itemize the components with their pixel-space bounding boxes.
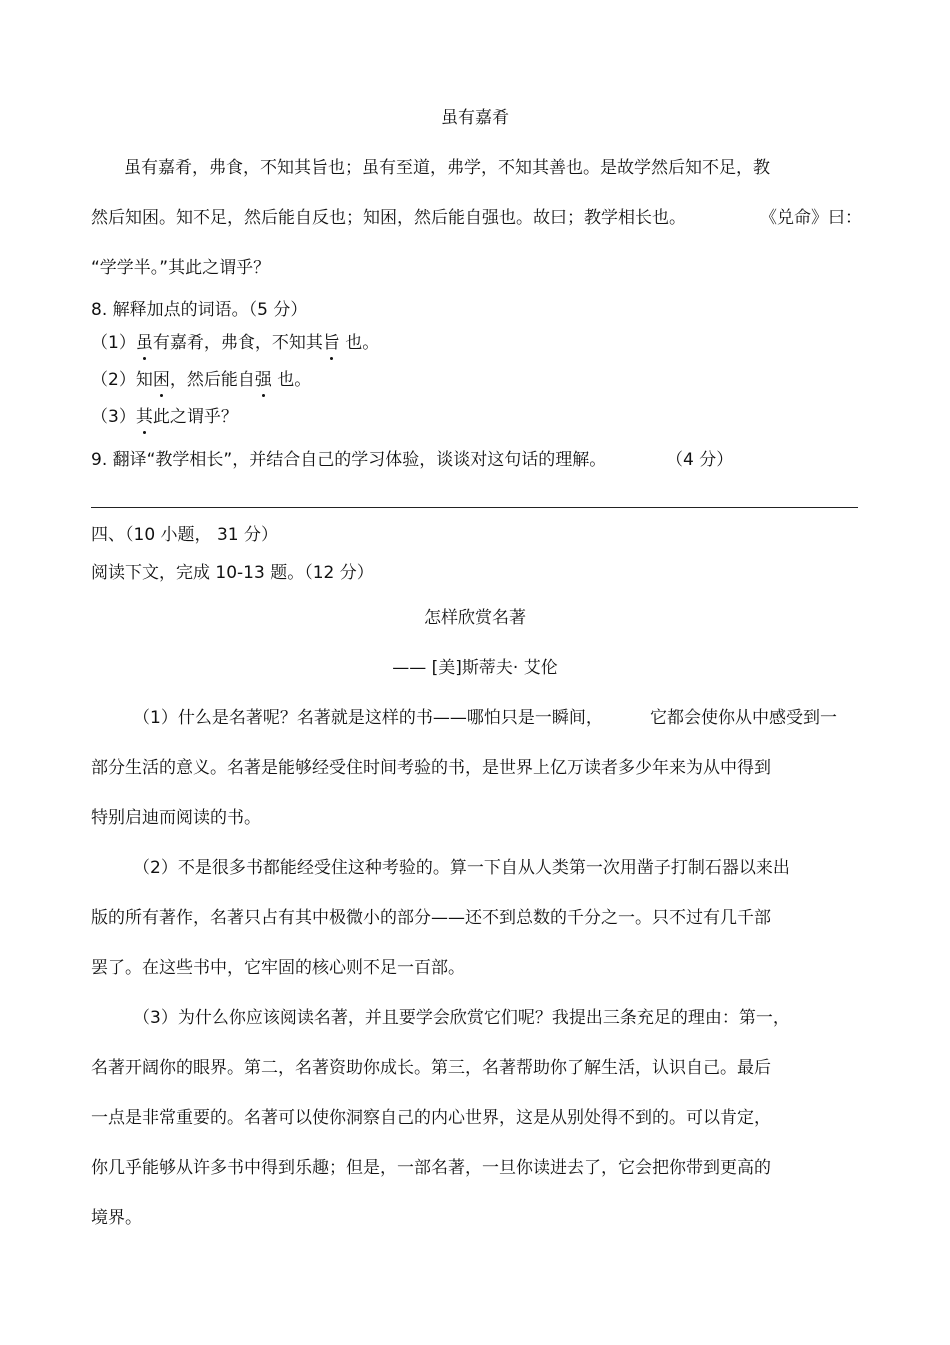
paragraph-2-line: 版的所有著作，名著只占有其中极微小的部分——还不到总数的千分之一。只不过有几千部 (91, 908, 771, 928)
dotted-word: 虽 (135, 333, 153, 353)
dotted-word: 其 (135, 407, 153, 427)
paragraph-2-line: （2）不是很多书都能经受住这种考验的。算一下自从人类第一次用凿子打制石器以来出 (133, 858, 790, 878)
paragraph-1-line: 特别启迪而阅读的书。 (91, 808, 261, 828)
paragraph-3-line: （3）为什么你应该阅读名著，并且要学会欣赏它们呢？我提出三条充足的理由：第一， (133, 1008, 790, 1028)
paragraph-3-line: 一点是非常重要的。名著可以使你洞察自己的内心世界，这是从别处得不到的。可以肯定， (91, 1108, 771, 1128)
paragraph-3-line: 你几乎能够从许多书中得到乐趣；但是，一部名著，一旦你读进去了，它会把你带到更高的 (91, 1158, 771, 1178)
paragraph-1-line: 部分生活的意义。名著是能够经受住时间考验的书，是世界上亿万读者多少年来为从中得到 (91, 758, 771, 778)
dotted-word: 强 (254, 370, 272, 390)
q8-item-1-mid: 有嘉肴，弗食，不知其 (152, 333, 323, 353)
q9-score: （4 分） (666, 450, 734, 470)
q8-item-2-end: 也。 (271, 370, 312, 390)
q8-item-2-prefix: （2）知 (91, 370, 153, 390)
answer-line (91, 507, 858, 508)
paragraph-3-line: 名著开阔你的眼界。第二，名著资助你成长。第三，名著帮助你了解生活，认识自己。最后 (91, 1058, 771, 1078)
q8-item-2 (91, 372, 311, 389)
classical-title: 虽有嘉肴 (441, 108, 509, 128)
classical-line-2: 然后知困。知不足，然后能自反也；知困，然后能自强也。故曰；教学相长也。 (91, 208, 686, 228)
paragraph-1-line: 它都会使你从中感受到一 (650, 708, 837, 728)
paragraph-3-line: 境界。 (91, 1208, 142, 1228)
article-title: 怎样欣赏名著 (424, 608, 526, 628)
dotted-word: 困 (152, 370, 170, 390)
q9-text: 9. 翻译“教学相长”，并结合自己的学习体验，谈谈对这句话的理解。 (91, 450, 607, 470)
reading-instruction: 阅读下文，完成 10-13 题。（12 分） (91, 563, 374, 583)
classical-line-2-quote: 《兑命》曰： (760, 208, 862, 228)
paragraph-1-line: （1）什么是名著呢？名著就是这样的书——哪怕只是一瞬间， (133, 708, 603, 728)
q8-item-3 (91, 409, 238, 426)
q8-item-3-prefix: （3） (91, 407, 136, 427)
q8-item-1 (91, 335, 379, 352)
q8-item-1-end: 也。 (339, 333, 380, 353)
q8-item-1-prefix: （1） (91, 333, 136, 353)
dotted-word: 旨 (322, 333, 340, 353)
section-heading: 四、（10 小题， 31 分） (91, 525, 278, 545)
q8-item-2-mid: ，然后能自 (169, 370, 255, 390)
article-author: —— [美]斯蒂夫· 艾伦 (392, 658, 558, 678)
classical-line-1: 虽有嘉肴，弗食，不知其旨也；虽有至道，弗学，不知其善也。是故学然后知不足，教 (124, 158, 770, 178)
classical-line-3: “学学半。”其此之谓乎？ (91, 258, 271, 278)
paragraph-2-line: 罢了。在这些书中，它牢固的核心则不足一百部。 (91, 958, 465, 978)
q8-heading: 8. 解释加点的词语。（5 分） (91, 300, 308, 320)
q8-item-3-end: 此之谓乎？ (152, 407, 238, 427)
